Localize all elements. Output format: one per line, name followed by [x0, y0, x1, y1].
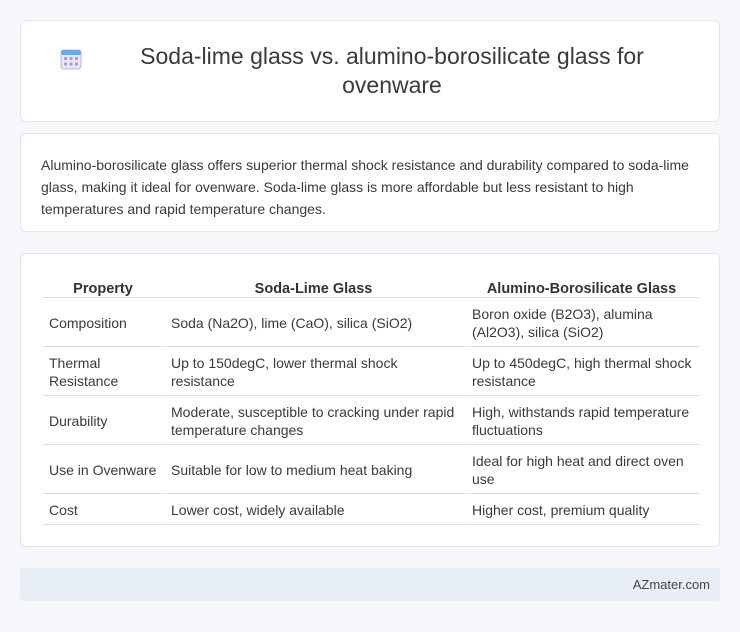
- alumino-borosilicate-cell: High, withstands rapid temperature fluctuations: [464, 396, 699, 445]
- alumino-borosilicate-cell: Boron oxide (B2O3), alumina (Al2O3), silica (SiO2): [464, 298, 699, 347]
- comparison-card: [20, 253, 720, 547]
- table-header-row: [43, 274, 699, 298]
- table-row: [43, 445, 699, 494]
- summary-text: Alumino-borosilicate glass offers superior thermal shock resistance and durability compared to soda-lime glass, making it ideal for ovenware. Soda-lime glass is more affordable but less resistant to high temperatures and rapid temperature changes.: [41, 157, 689, 217]
- soda-lime-cell: Soda (Na2O), lime (CaO), silica (SiO2): [163, 298, 464, 347]
- alumino-borosilicate-cell: Up to 450degC, high thermal shock resistance: [464, 347, 699, 396]
- soda-lime-cell: Moderate, susceptible to cracking under rapid temperature changes: [163, 396, 464, 445]
- page-title: Soda-lime glass vs. alumino-borosilicate glass for ovenware: [140, 43, 644, 98]
- soda-lime-cell: Lower cost, widely available: [163, 494, 464, 525]
- property-cell: Composition: [43, 298, 163, 347]
- calendar-icon: [60, 48, 82, 70]
- footer-brand: AZmater.com: [632, 577, 710, 592]
- property-cell: Thermal Resistance: [43, 347, 163, 396]
- footer-bar: [20, 568, 720, 601]
- table-row: [43, 494, 699, 525]
- header-property: Property: [43, 274, 163, 298]
- table-row: [43, 347, 699, 396]
- table-row: [43, 396, 699, 445]
- title-row: [60, 42, 680, 100]
- title-card: [20, 20, 720, 122]
- soda-lime-cell: Suitable for low to medium heat baking: [163, 445, 464, 494]
- header-alumino-borosilicate: Alumino-Borosilicate Glass: [464, 274, 699, 298]
- summary-card: [20, 133, 720, 232]
- table-row: [43, 298, 699, 347]
- header-soda-lime: Soda-Lime Glass: [163, 274, 464, 298]
- property-cell: Use in Ovenware: [43, 445, 163, 494]
- comparison-table: [43, 274, 699, 525]
- alumino-borosilicate-cell: Higher cost, premium quality: [464, 494, 699, 525]
- property-cell: Cost: [43, 494, 163, 525]
- property-cell: Durability: [43, 396, 163, 445]
- soda-lime-cell: Up to 150degC, lower thermal shock resistance: [163, 347, 464, 396]
- alumino-borosilicate-cell: Ideal for high heat and direct oven use: [464, 445, 699, 494]
